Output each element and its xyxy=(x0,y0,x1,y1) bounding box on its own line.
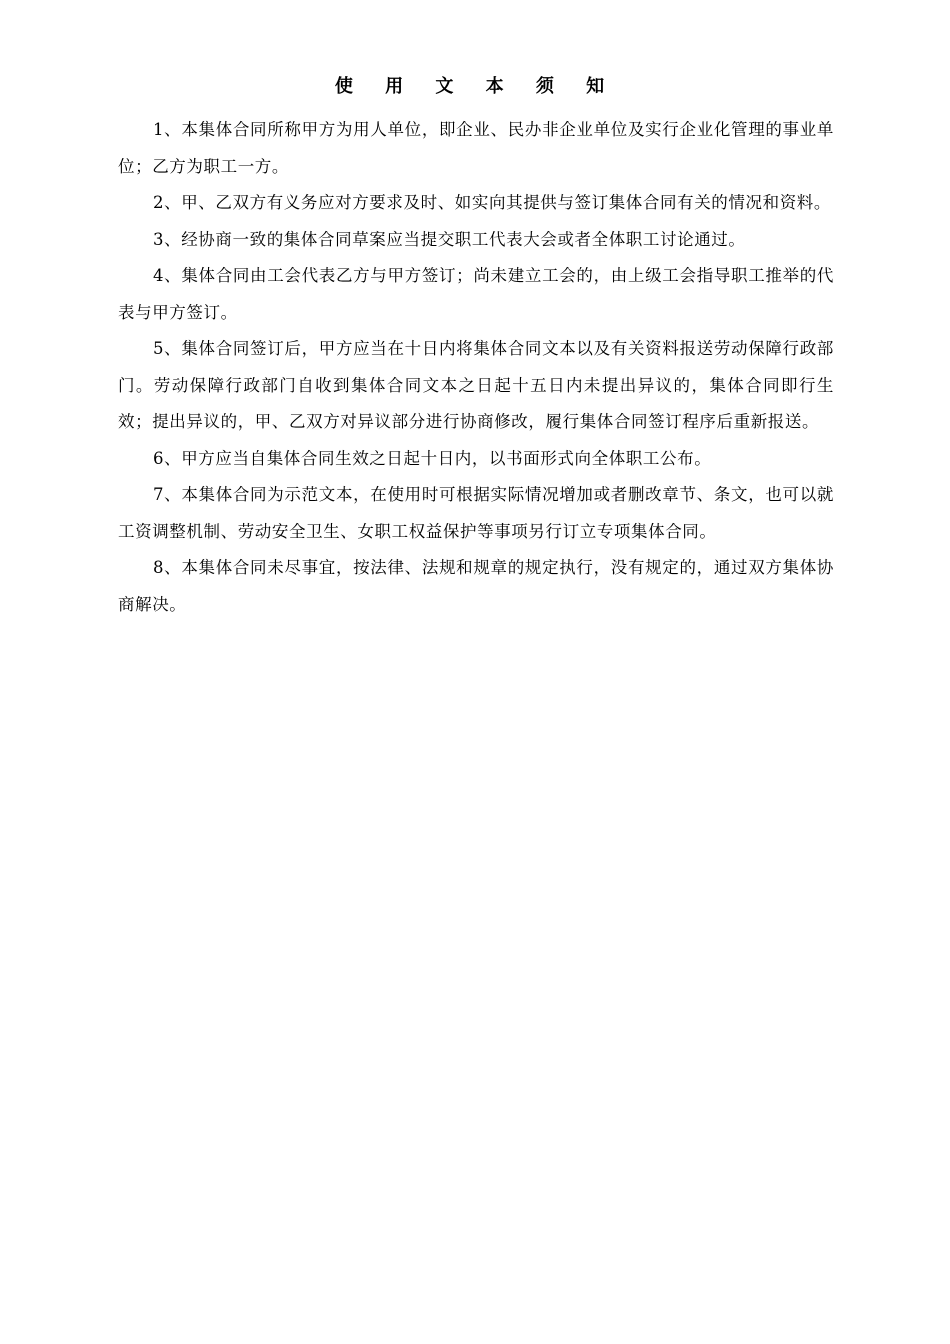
paragraph-2: 2、甲、乙双方有义务应对方要求及时、如实向其提供与签订集体合同有关的情况和资料。 xyxy=(153,193,831,212)
document-title: 使 用 文 本 须 知 xyxy=(334,76,618,97)
paragraph-5: 5、集体合同签订后，甲方应当在十日内将集体合同文本以及有关资料报送劳动保障行政部门。劳动保障行政部门自收到集体合同文本之日起十五日内未提出异议的，集体合同即行生效；提出异议的，甲、乙双方对异议部分进行协商修改，履行集体合同签订程序后重新报送。 xyxy=(118,339,834,431)
paragraph-8: 8、本集体合同未尽事宜，按法律、法规和规章的规定执行，没有规定的，通过双方集体协商解决。 xyxy=(118,558,834,614)
paragraph-6: 6、甲方应当自集体合同生效之日起十日内，以书面形式向全体职工公布。 xyxy=(153,448,712,468)
paragraph-1: 1、本集体合同所称甲方为用人单位，即企业、民办非企业单位及实行企业化管理的事业单位；乙方为职工一方。 xyxy=(118,120,834,176)
paragraph-4: 4、集体合同由工会代表乙方与甲方签订；尚未建立工会的，由上级工会指导职工推举的代表与甲方签订。 xyxy=(118,266,834,322)
paragraph-7: 7、本集体合同为示范文本，在使用时可根据实际情况增加或者删改章节、条文，也可以就工资调整机制、劳动安全卫生、女职工权益保护等事项另行订立专项集体合同。 xyxy=(118,485,834,541)
paragraph-3: 3、经协商一致的集体合同草案应当提交职工代表大会或者全体职工讨论通过。 xyxy=(153,229,746,249)
document-page xyxy=(118,74,834,623)
